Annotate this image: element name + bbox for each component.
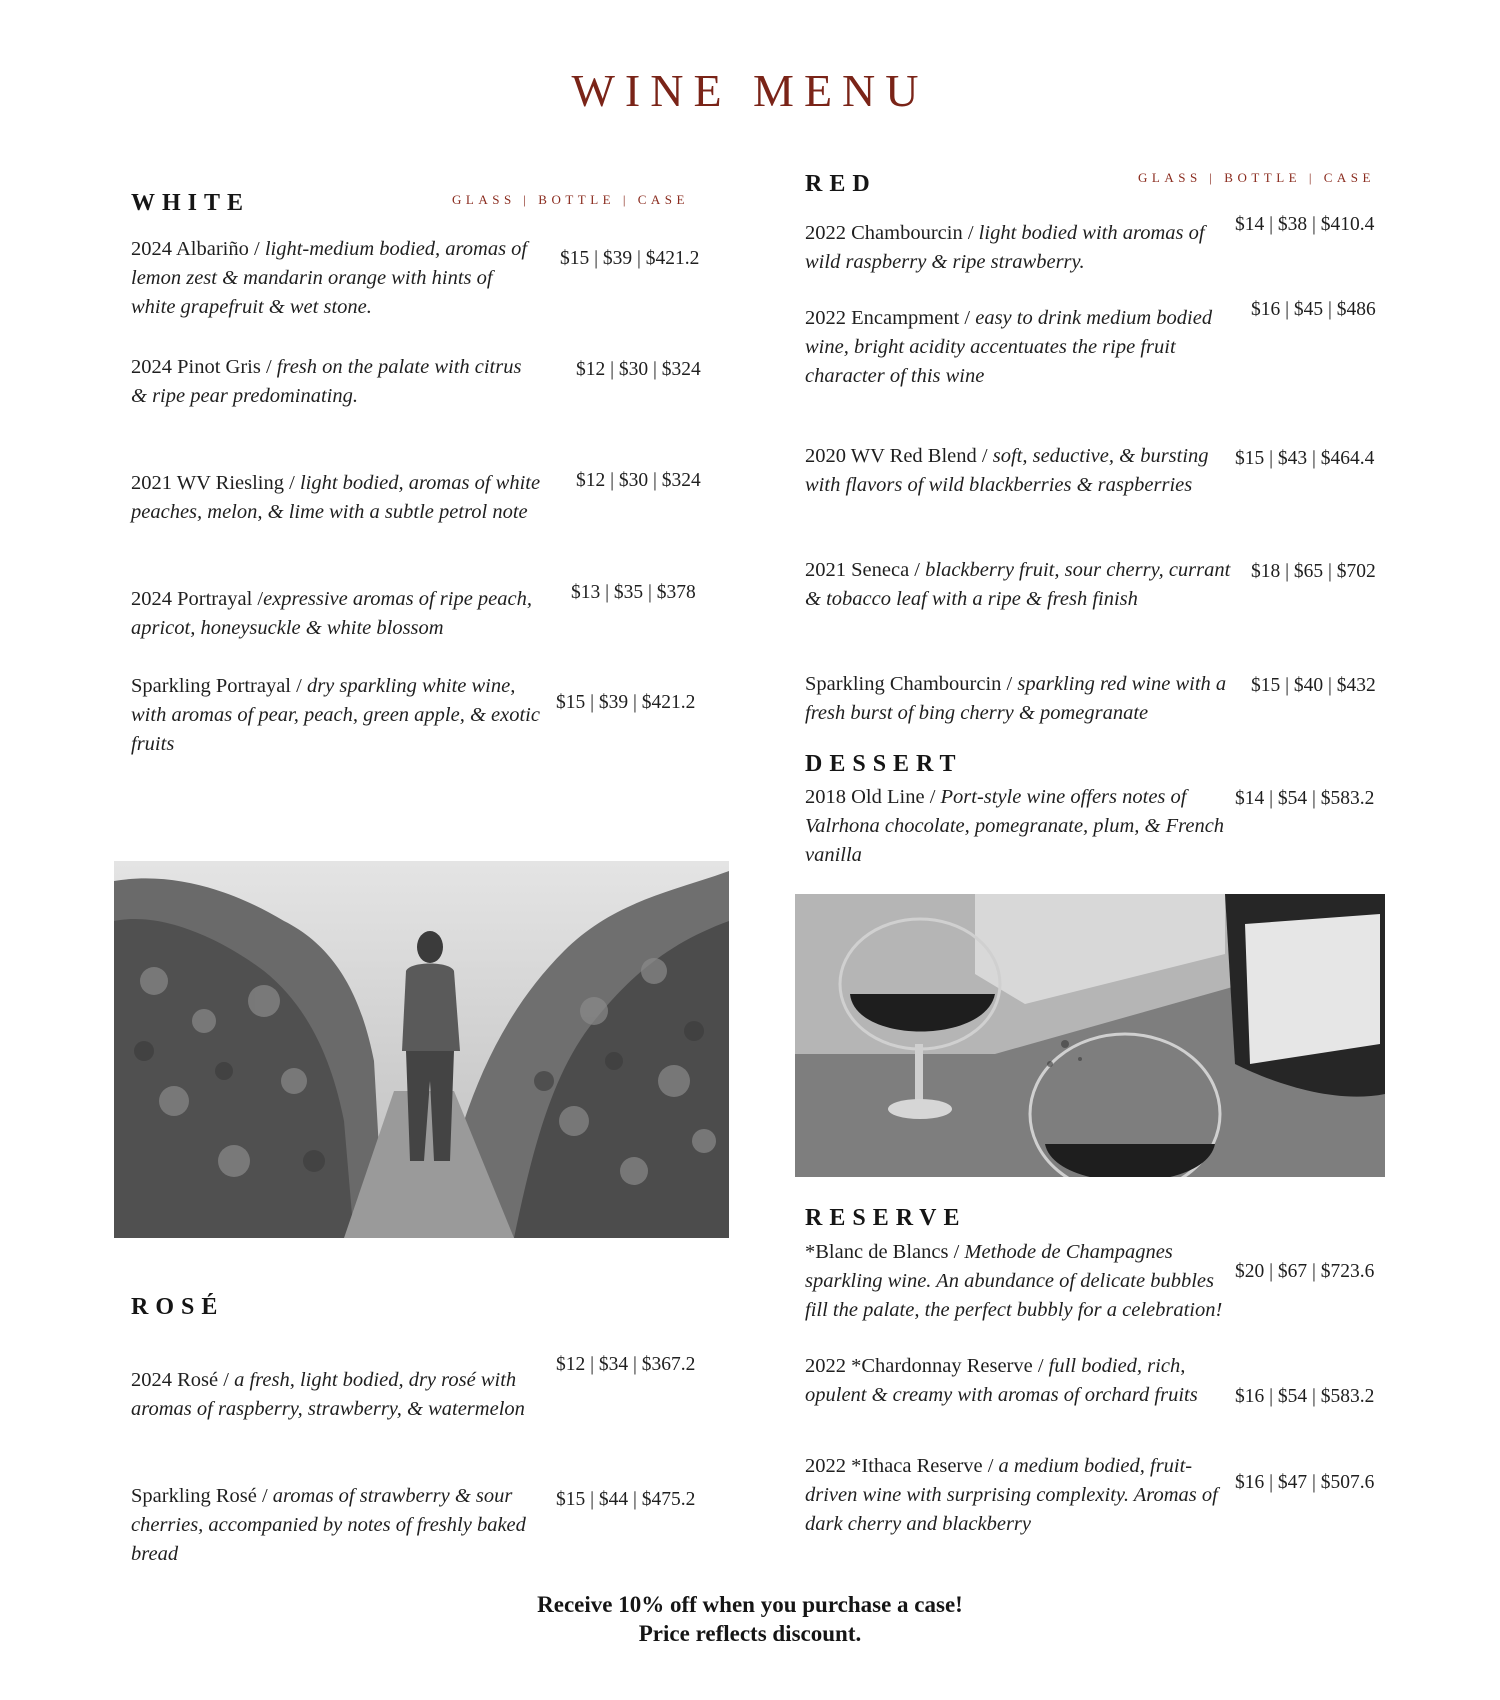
wine-description: a medium bodied, fruit-driven wine with surprising complexity. Aromas of dark cherry and blackberry xyxy=(805,1455,1218,1535)
wine-price: $12 | $34 | $367.2 xyxy=(556,1354,696,1375)
wine-price: $15 | $44 | $475.2 xyxy=(556,1489,696,1510)
vineyard-photo xyxy=(114,861,729,1238)
wine-price: $16 | $54 | $583.2 xyxy=(1235,1386,1375,1407)
wine-price: $15 | $40 | $432 xyxy=(1251,675,1376,696)
wine-name: *Blanc de Blancs / xyxy=(805,1241,965,1263)
wine-description: light bodied, aromas of white peaches, melon, & lime with a subtle petrol note xyxy=(131,472,541,523)
wine-item-chambourcin xyxy=(805,219,1235,277)
wine-price: $12 | $30 | $324 xyxy=(576,470,701,491)
section-heading-reserve: RESERVE xyxy=(805,1205,967,1231)
wine-item-encampment xyxy=(805,304,1235,391)
wine-item-portrayal xyxy=(131,585,541,643)
wine-item-sparkling-rose xyxy=(131,1482,541,1569)
wine-name: 2018 Old Line / xyxy=(805,786,941,808)
wine-description: expressive aromas of ripe peach, apricot, honeysuckle & white blossom xyxy=(131,588,532,639)
wine-item-ithaca-reserve xyxy=(805,1452,1237,1539)
discount-note-line2: Price reflects discount. xyxy=(638,1621,862,1646)
wine-item-albarino xyxy=(131,235,541,322)
wine-glasses-photo xyxy=(795,894,1385,1177)
wine-item-red-blend xyxy=(805,442,1235,500)
wine-name: Sparkling Rosé / xyxy=(131,1485,273,1507)
wine-price: $20 | $67 | $723.6 xyxy=(1235,1261,1375,1282)
wine-item-sparkling-chambourcin xyxy=(805,670,1235,728)
wine-name: Sparkling Portrayal / xyxy=(131,675,307,697)
wine-item-seneca xyxy=(805,556,1235,614)
wine-description: full bodied, rich, opulent & creamy with aromas of orchard fruits xyxy=(805,1355,1198,1406)
wine-description: a fresh, light bodied, dry rosé with aromas of raspberry, strawberry, & watermelon xyxy=(131,1369,525,1420)
wine-name: 2021 WV Riesling / xyxy=(131,472,300,494)
discount-note xyxy=(0,1590,1500,1648)
wine-description: dry sparkling white wine, with aromas of pear, peach, green apple, & exotic fruits xyxy=(131,675,540,755)
wine-item-rose xyxy=(131,1366,541,1424)
wine-name: 2022 Chambourcin / xyxy=(805,222,979,244)
wine-description: Methode de Champagnes sparkling wine. An abundance of delicate bubbles fill the palate, the perfect bubbly for a celebration! xyxy=(805,1241,1223,1321)
wine-description: light bodied with aromas of wild raspberry & ripe strawberry. xyxy=(805,222,1205,273)
wine-name: 2024 Rosé / xyxy=(131,1369,235,1391)
discount-note-line1: Receive 10% off when you purchase a case! xyxy=(537,1592,963,1617)
wine-description: sparkling red wine with a fresh burst of bing cherry & pomegranate xyxy=(805,673,1227,724)
wine-description: Port-style wine offers notes of Valrhona chocolate, pomegranate, plum, & French vanilla xyxy=(805,786,1225,866)
wine-description: light-medium bodied, aromas of lemon zest & mandarin orange with hints of white grapefruit & wet stone. xyxy=(131,238,528,318)
wine-name: 2024 Portrayal / xyxy=(131,588,264,610)
price-column-header-red: GLASS | BOTTLE | CASE xyxy=(1138,170,1375,185)
wine-description: soft, seductive, & bursting with flavors of wild blackberries & raspberries xyxy=(805,445,1209,496)
wine-item-sparkling-portrayal xyxy=(131,672,541,759)
price-column-header-white: GLASS | BOTTLE | CASE xyxy=(452,192,689,207)
wine-item-blanc-de-blancs xyxy=(805,1238,1237,1325)
wine-price: $15 | $39 | $421.2 xyxy=(556,692,696,713)
wine-description: easy to drink medium bodied wine, bright acidity accentuates the ripe fruit character of this wine xyxy=(805,307,1213,387)
wine-description: aromas of strawberry & sour cherries, accompanied by notes of freshly baked bread xyxy=(131,1485,526,1565)
wine-description: fresh on the palate with citrus & ripe pear predominating. xyxy=(131,356,522,407)
section-heading-white: WHITE xyxy=(131,190,251,216)
wine-price: $13 | $35 | $378 xyxy=(571,582,696,603)
section-heading-rose: ROSÉ xyxy=(131,1294,225,1320)
wine-price: $14 | $38 | $410.4 xyxy=(1235,214,1375,235)
wine-item-chardonnay-reserve xyxy=(805,1352,1237,1410)
wine-name: 2022 *Ithaca Reserve / xyxy=(805,1455,999,1477)
wine-item-pinot-gris xyxy=(131,353,541,411)
wine-name: 2022 Encampment / xyxy=(805,307,976,329)
wine-name: Sparkling Chambourcin / xyxy=(805,673,1018,695)
wine-price: $14 | $54 | $583.2 xyxy=(1235,788,1375,809)
wine-name: 2024 Albariño / xyxy=(131,238,265,260)
wine-name: 2020 WV Red Blend / xyxy=(805,445,993,467)
wine-item-old-line xyxy=(805,783,1235,870)
section-heading-red: RED xyxy=(805,171,877,197)
wine-price: $15 | $43 | $464.4 xyxy=(1235,448,1375,469)
wine-name: 2024 Pinot Gris / xyxy=(131,356,277,378)
wine-price: $18 | $65 | $702 xyxy=(1251,561,1376,582)
wine-description: blackberry fruit, sour cherry, currant & tobacco leaf with a ripe & fresh finish xyxy=(805,559,1231,610)
section-heading-dessert: DESSERT xyxy=(805,751,963,777)
wine-item-riesling xyxy=(131,469,541,527)
wine-price: $15 | $39 | $421.2 xyxy=(560,248,700,269)
wine-price: $16 | $47 | $507.6 xyxy=(1235,1472,1375,1493)
wine-price: $16 | $45 | $486 xyxy=(1251,299,1376,320)
menu-title: WINE MENU xyxy=(571,65,929,116)
wine-price: $12 | $30 | $324 xyxy=(576,359,701,380)
wine-name: 2022 *Chardonnay Reserve / xyxy=(805,1355,1049,1377)
wine-name: 2021 Seneca / xyxy=(805,559,926,581)
